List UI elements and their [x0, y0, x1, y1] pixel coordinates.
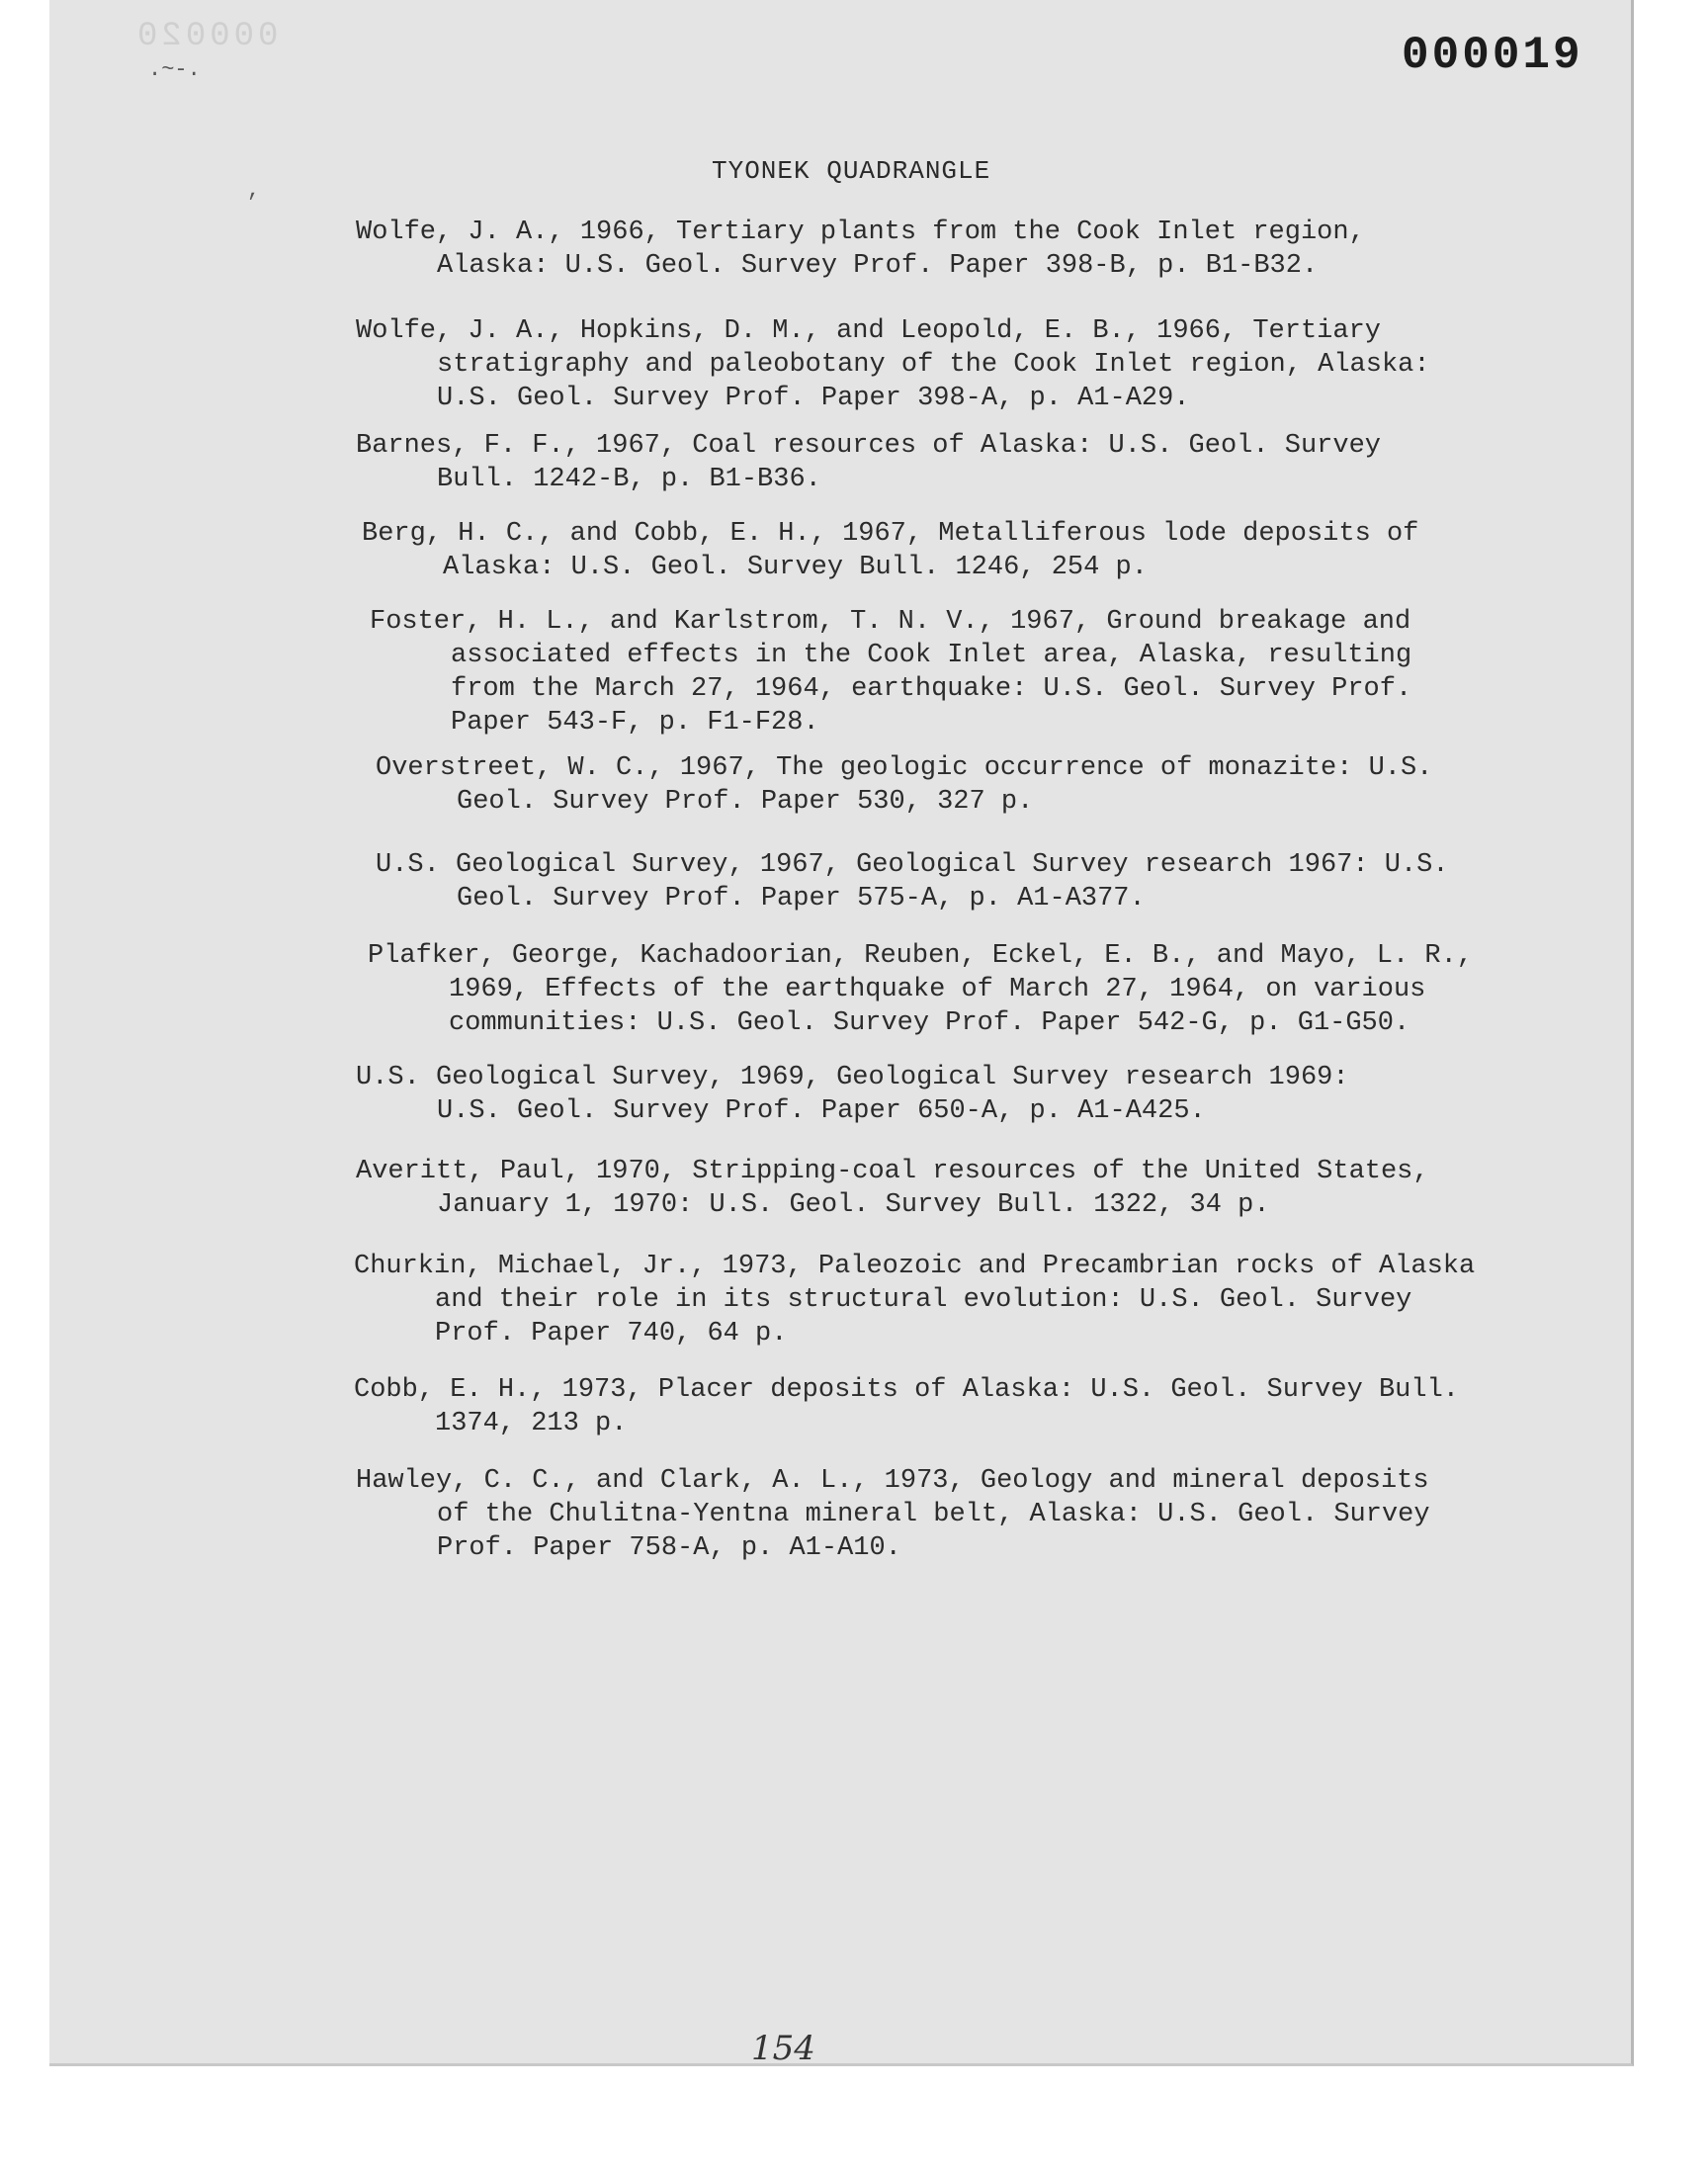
reference-entry [376, 848, 1562, 915]
reference-line: Foster, H. L., and Karlstrom, T. N. V., 1967, Ground breakage and [370, 607, 1411, 637]
reference-line: Barnes, F. F., 1967, Coal resources of Alaska: U.S. Geol. Survey [356, 431, 1381, 461]
stray-mark: .~-. [148, 57, 201, 82]
reference-line: Wolfe, J. A., Hopkins, D. M., and Leopold, E. B., 1966, Tertiary [356, 316, 1381, 346]
reference-entry [356, 1155, 1542, 1222]
reference-line: Paper 543-F, p. F1-F28. [451, 708, 819, 738]
bleed-through-number: 000020 [133, 18, 279, 55]
reference-entry [356, 1464, 1542, 1565]
reference-line: January 1, 1970: U.S. Geol. Survey Bull. 1322, 34 p. [437, 1190, 1270, 1220]
reference-line: Berg, H. C., and Cobb, E. H., 1967, Metalliferous lode deposits of [362, 519, 1419, 549]
reference-line: U.S. Geological Survey, 1969, Geological Survey research 1969: [356, 1063, 1349, 1092]
reference-line: stratigraphy and paleobotany of the Cook Inlet region, Alaska: [437, 350, 1430, 380]
reference-line: Plafker, George, Kachadoorian, Reuben, Eckel, E. B., and Mayo, L. R., [368, 941, 1473, 971]
reference-entry [356, 1061, 1542, 1128]
reference-entry [362, 517, 1548, 584]
reference-entry [356, 314, 1542, 415]
reference-line: Overstreet, W. C., 1967, The geologic occurrence of monazite: U.S. [376, 753, 1433, 783]
reference-line: Geol. Survey Prof. Paper 575-A, p. A1-A377. [457, 884, 1146, 914]
reference-line: Prof. Paper 740, 64 p. [435, 1319, 788, 1348]
reference-entry [356, 216, 1542, 283]
reference-line: of the Chulitna-Yentna mineral belt, Alaska: U.S. Geol. Survey [437, 1500, 1430, 1529]
reference-line: Averitt, Paul, 1970, Stripping-coal resources of the United States, [356, 1157, 1429, 1186]
reference-line: 1969, Effects of the earthquake of March 27, 1964, on various [449, 975, 1426, 1004]
reference-line: Wolfe, J. A., 1966, Tertiary plants from the Cook Inlet region, [356, 218, 1365, 247]
page-margin [0, 2066, 1708, 2175]
reference-line: Geol. Survey Prof. Paper 530, 327 p. [457, 787, 1034, 817]
reference-entry [356, 429, 1542, 496]
reference-line: Alaska: U.S. Geol. Survey Prof. Paper 398-B, p. B1-B32. [437, 251, 1319, 281]
reference-line: U.S. Geol. Survey Prof. Paper 650-A, p. A1-A425. [437, 1096, 1206, 1126]
reference-entry [354, 1250, 1540, 1350]
reference-line: Cobb, E. H., 1973, Placer deposits of Alaska: U.S. Geol. Survey Bull. [354, 1375, 1459, 1405]
reference-line: U.S. Geol. Survey Prof. Paper 398-A, p. A1-A29. [437, 384, 1190, 413]
reference-entry [376, 751, 1562, 819]
reference-line: 1374, 213 p. [435, 1409, 628, 1438]
reference-line: Prof. Paper 758-A, p. A1-A10. [437, 1533, 901, 1563]
page-title: TYONEK QUADRANGLE [712, 156, 991, 186]
document-number: 000019 [1402, 30, 1583, 81]
reference-line: associated effects in the Cook Inlet area, Alaska, resulting [451, 641, 1412, 670]
reference-line: Bull. 1242-B, p. B1-B36. [437, 465, 821, 494]
reference-entry [370, 605, 1556, 740]
stray-mark: , [247, 178, 261, 203]
page-number: 154 [751, 2029, 815, 2068]
reference-line: Churkin, Michael, Jr., 1973, Paleozoic and Precambrian rocks of Alaska [354, 1252, 1476, 1281]
reference-line: Alaska: U.S. Geol. Survey Bull. 1246, 254 p. [443, 553, 1148, 582]
reference-line: Hawley, C. C., and Clark, A. L., 1973, Geology and mineral deposits [356, 1466, 1429, 1496]
reference-line: from the March 27, 1964, earthquake: U.S. Geol. Survey Prof. [451, 674, 1412, 704]
reference-line: communities: U.S. Geol. Survey Prof. Paper 542-G, p. G1-G50. [449, 1008, 1410, 1038]
reference-line: and their role in its structural evolution: U.S. Geol. Survey [435, 1285, 1412, 1315]
reference-entry [354, 1373, 1540, 1440]
reference-entry [368, 939, 1554, 1040]
reference-line: U.S. Geological Survey, 1967, Geological Survey research 1967: U.S. [376, 850, 1449, 880]
